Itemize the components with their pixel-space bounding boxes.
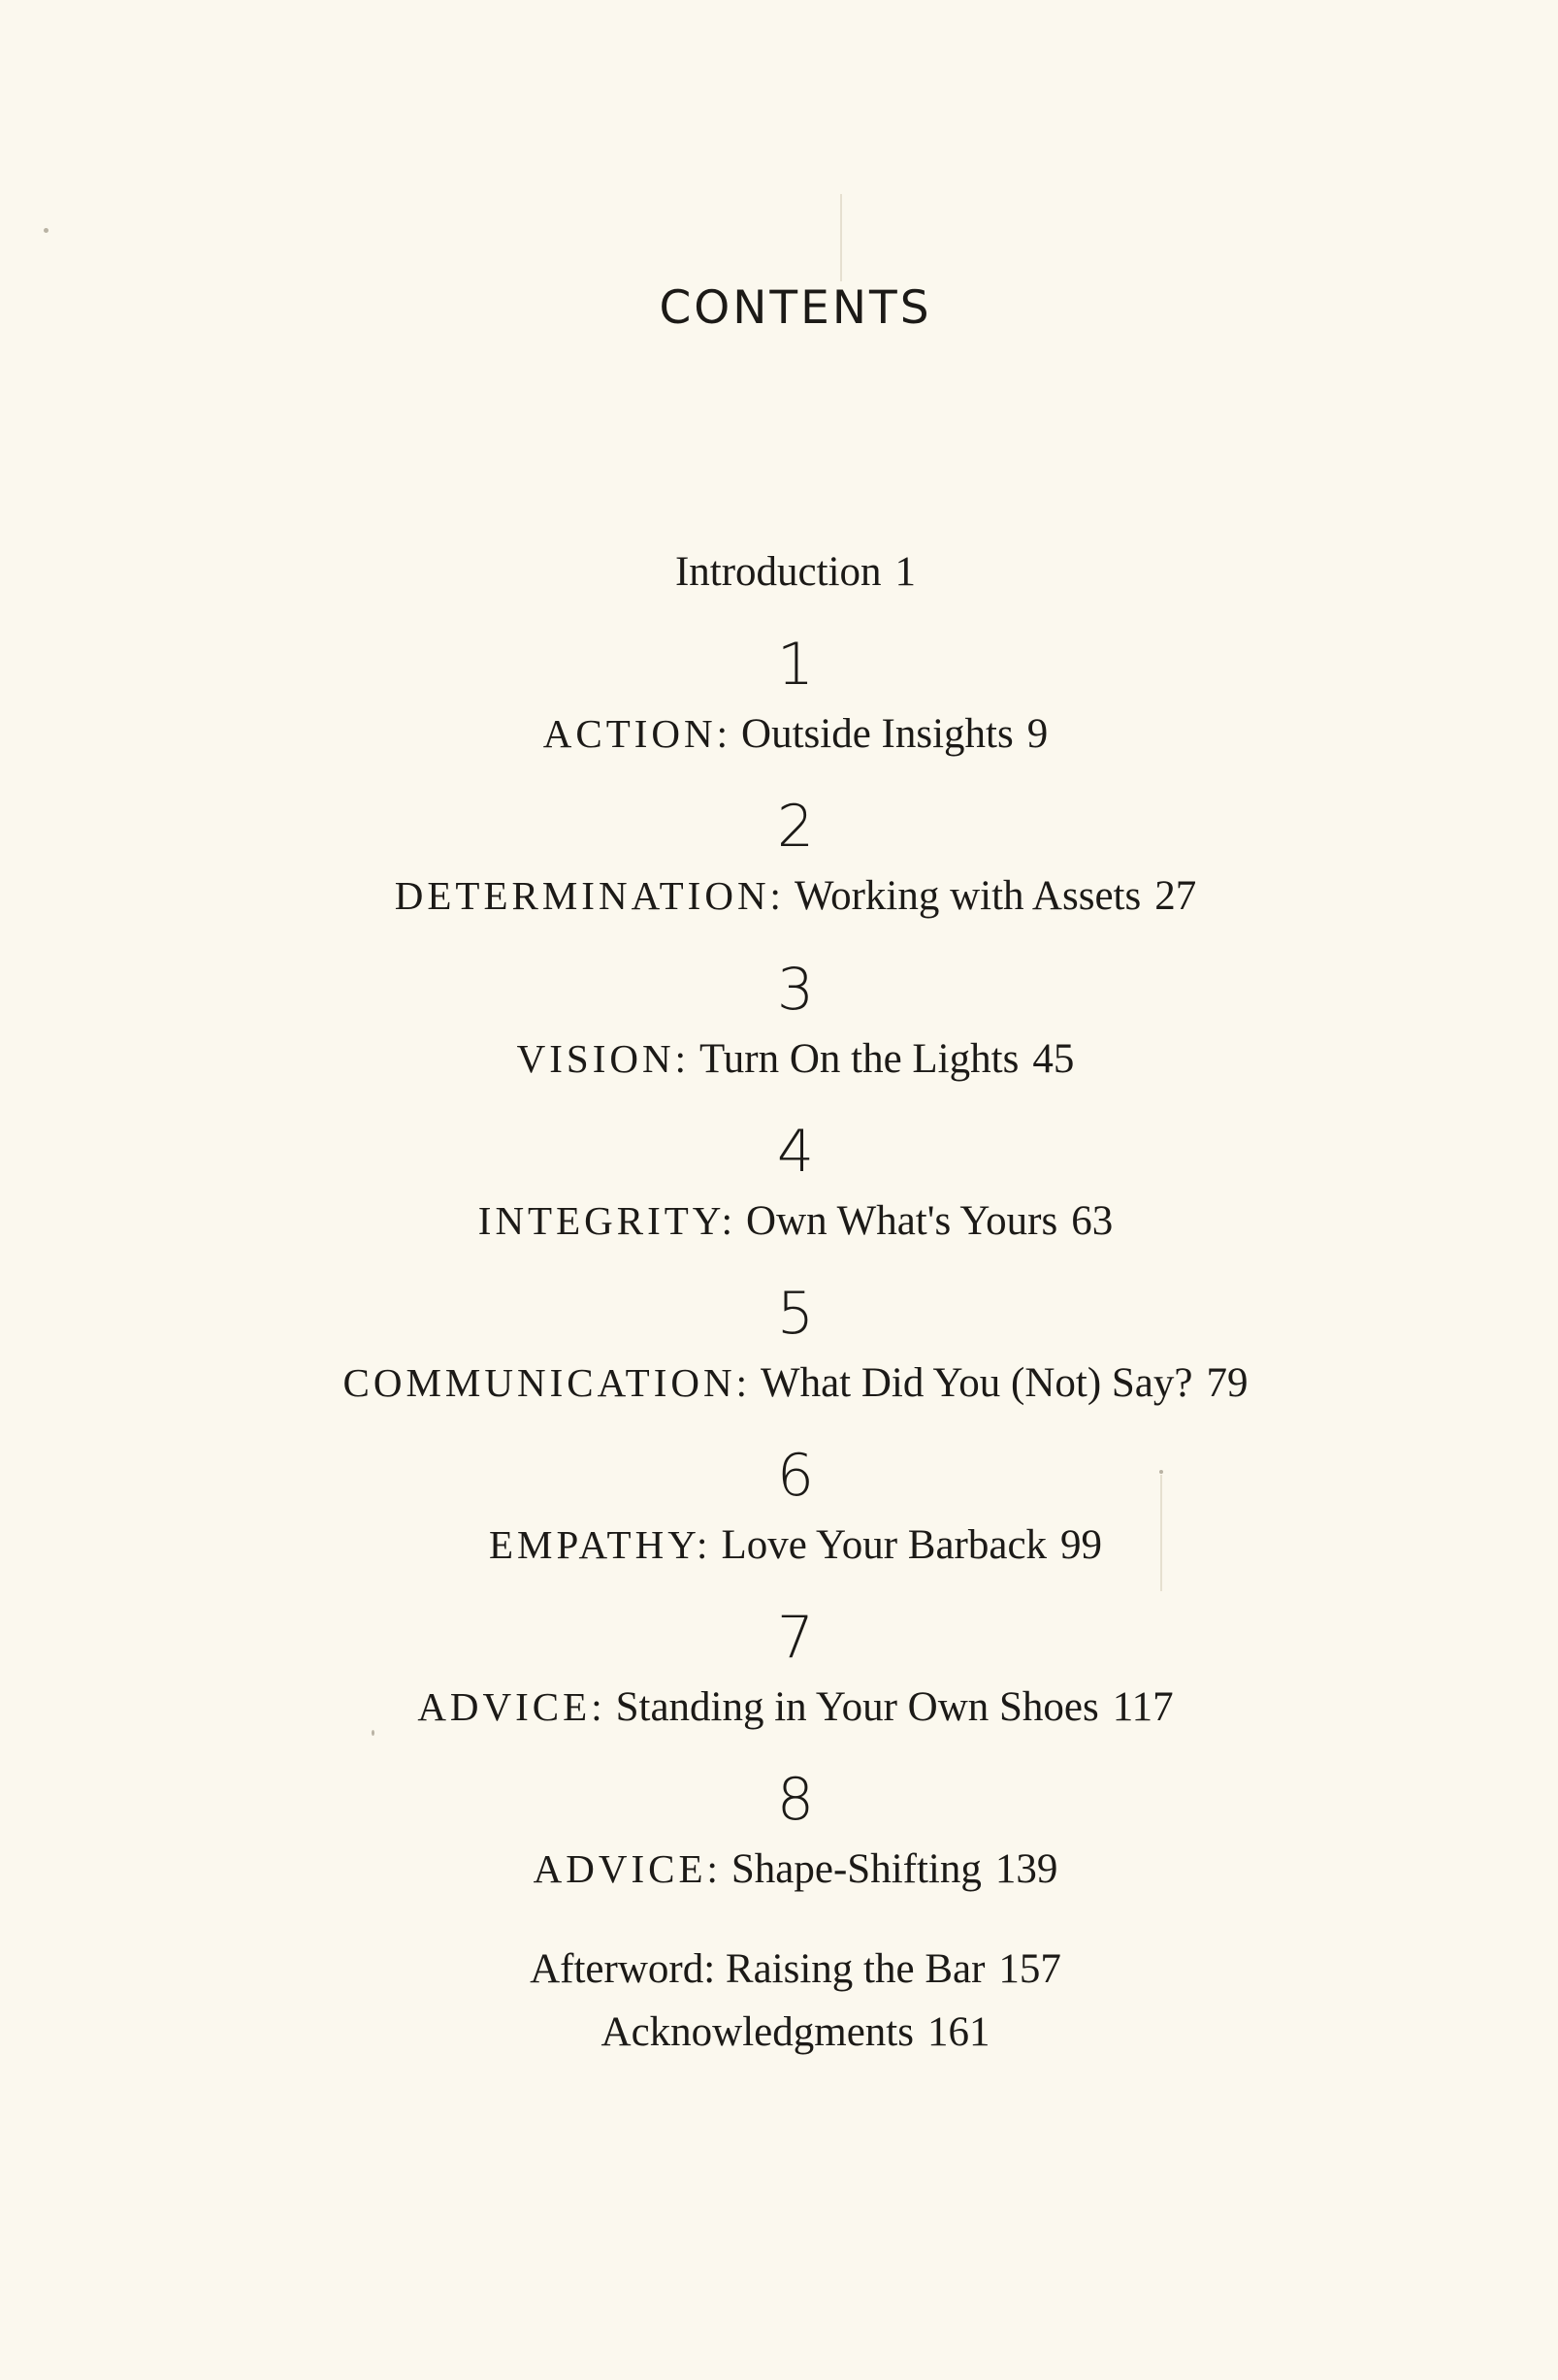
toc-entry-introduction [0,548,1558,596]
chapter-keyword: ADVICE: [417,1684,606,1729]
chapter-keyword: ADVICE: [533,1846,722,1891]
toc-entry-chapter-8 [0,1845,1558,1893]
toc-entry-chapter-7 [0,1683,1558,1731]
chapter-keyword: DETERMINATION: [394,873,785,918]
chapter-number: 6 [776,1442,815,1510]
chapter-number: 1 [776,631,815,699]
toc-entry-chapter-6 [0,1521,1558,1569]
chapter-title: Turn On the Lights [699,1036,1020,1082]
entry-page-number: 63 [1071,1198,1114,1244]
scan-speck [44,228,49,233]
entry-page-number: 9 [1026,711,1049,757]
contents-heading: CONTENTS [659,281,932,335]
chapter-keyword: VISION: [516,1036,690,1081]
entry-page-number: 139 [994,1846,1058,1892]
toc-entry-chapter-2 [0,872,1558,920]
entry-label: Introduction [674,549,882,595]
chapter-title: Own What's Yours [746,1198,1058,1244]
toc-entry-afterword [0,1945,1558,1993]
chapter-title: Outside Insights [741,711,1014,757]
entry-page-number: 161 [926,2009,990,2055]
toc-entry-chapter-5 [0,1359,1558,1407]
entry-label: Afterword: Raising the Bar [530,1946,986,1992]
chapter-number: 7 [776,1604,815,1672]
scan-artifact-line [840,194,842,281]
entry-label: Acknowledgments [600,2009,914,2055]
chapter-keyword: INTEGRITY: [477,1198,737,1243]
entry-page-number: 27 [1154,873,1197,919]
entry-page-number: 117 [1112,1684,1174,1730]
toc-entry-acknowledgments [0,2008,1558,2056]
chapter-title: Standing in Your Own Shoes [615,1684,1099,1730]
chapter-number: 2 [776,793,815,861]
chapter-title: Working with Assets [794,873,1142,919]
chapter-number: 4 [776,1118,815,1186]
entry-page-number: 79 [1206,1360,1249,1406]
entry-page-number: 1 [894,549,917,595]
entry-page-number: 99 [1060,1522,1103,1568]
chapter-keyword: COMMUNICATION: [342,1360,751,1405]
chapter-title: Love Your Barback [721,1522,1048,1568]
entry-page-number: 45 [1032,1036,1075,1082]
chapter-keyword: EMPATHY: [488,1522,712,1567]
chapter-number: 3 [776,956,815,1024]
toc-entry-chapter-1 [0,710,1558,758]
chapter-number: 5 [776,1280,815,1348]
chapter-title: Shape-Shifting [730,1846,982,1892]
entry-page-number: 157 [998,1946,1061,1992]
chapter-keyword: ACTION: [542,711,732,756]
toc-entry-chapter-4 [0,1197,1558,1245]
chapter-number: 8 [776,1766,815,1834]
chapter-title: What Did You (Not) Say? [760,1360,1193,1406]
toc-entry-chapter-3 [0,1035,1558,1083]
